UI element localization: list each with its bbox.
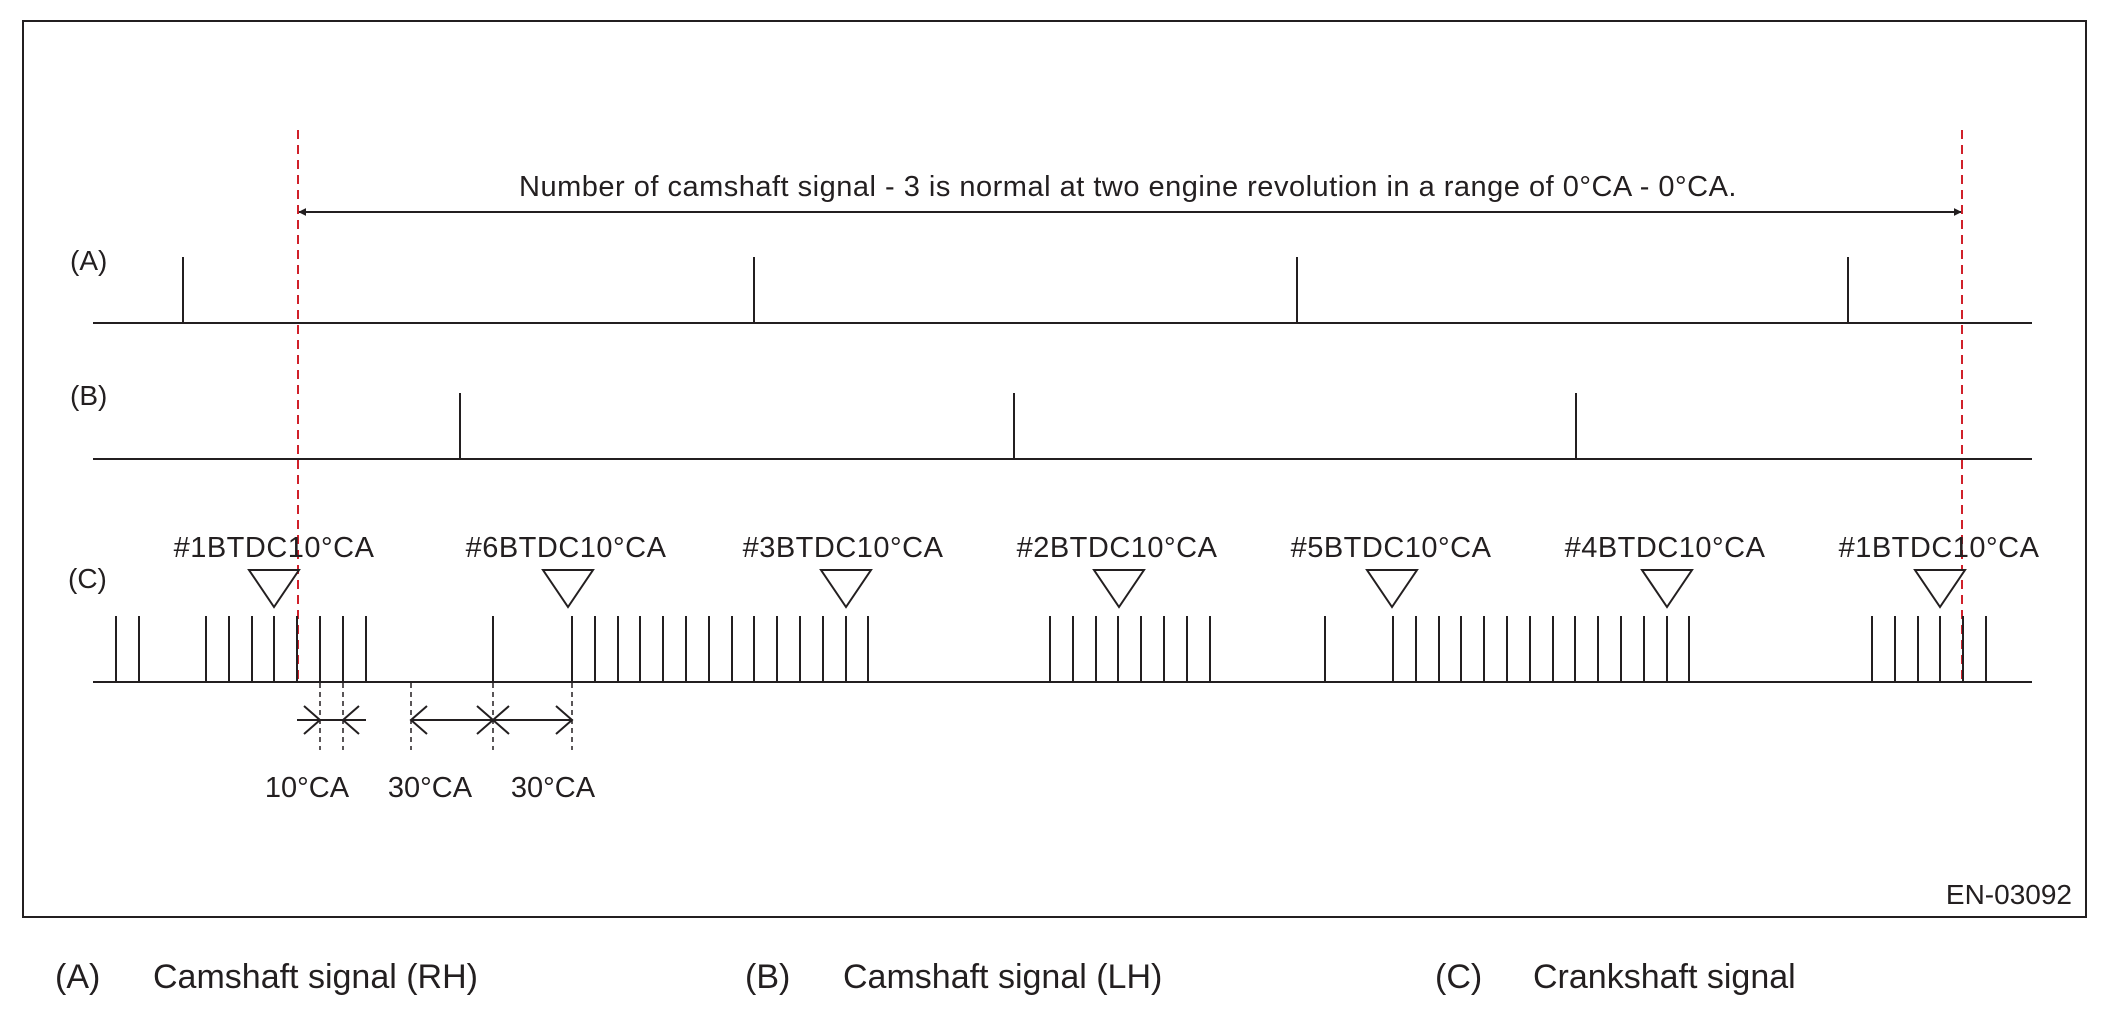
tdc-marker-label: #6BTDC10°CA bbox=[465, 532, 667, 564]
dimension-10ca bbox=[297, 706, 366, 734]
dimension-guides bbox=[320, 683, 572, 750]
tdc-triangle bbox=[1642, 570, 1692, 607]
row-label-a: (A) bbox=[70, 245, 108, 276]
tdc-marker bbox=[1839, 532, 2040, 607]
dimension-30ca bbox=[411, 706, 572, 734]
tdc-marker bbox=[174, 532, 375, 607]
tdc-triangle bbox=[1915, 570, 1965, 607]
tdc-triangle bbox=[1367, 570, 1417, 607]
camshaft-lh-pulses bbox=[460, 393, 1576, 459]
row-label-b: (B) bbox=[70, 380, 108, 411]
dimension-label: 30°CA bbox=[387, 772, 473, 804]
figure-id: EN-03092 bbox=[1945, 879, 2072, 910]
tdc-marker-label: #1BTDC10°CA bbox=[1838, 532, 2040, 564]
tdc-triangle bbox=[821, 570, 871, 607]
diagram-title: Number of camshaft signal - 3 is normal at two engine revolution in a range of 0°CA - 0°CA. bbox=[519, 171, 1737, 203]
legend-key: (A) bbox=[55, 958, 101, 996]
tdc-marker-label: #2BTDC10°CA bbox=[1016, 532, 1218, 564]
legend-description: Camshaft signal (RH) bbox=[153, 958, 478, 996]
tdc-triangle bbox=[543, 570, 593, 607]
camshaft-rh-pulses bbox=[183, 257, 1848, 323]
tdc-marker bbox=[466, 532, 667, 607]
legend-description: Camshaft signal (LH) bbox=[843, 958, 1163, 996]
tdc-triangle bbox=[249, 570, 299, 607]
tdc-marker-label: #1BTDC10°CA bbox=[173, 532, 375, 564]
legend-key: (C) bbox=[1435, 958, 1483, 996]
row-label-c: (C) bbox=[68, 563, 107, 594]
tdc-marker bbox=[1291, 532, 1492, 607]
dimension-label: 30°CA bbox=[510, 772, 596, 804]
legend-description: Crankshaft signal bbox=[1533, 958, 1796, 996]
tdc-triangle bbox=[1094, 570, 1144, 607]
tdc-marker bbox=[1017, 532, 1218, 607]
tdc-marker bbox=[743, 532, 944, 607]
crankshaft-pulses bbox=[116, 616, 1986, 682]
tdc-marker-label: #3BTDC10°CA bbox=[742, 532, 944, 564]
tdc-marker-label: #4BTDC10°CA bbox=[1564, 532, 1766, 564]
dimension-label: 10°CA bbox=[264, 772, 350, 804]
legend-key: (B) bbox=[745, 958, 791, 996]
tdc-marker-label: #5BTDC10°CA bbox=[1290, 532, 1492, 564]
tdc-marker bbox=[1565, 532, 1766, 607]
